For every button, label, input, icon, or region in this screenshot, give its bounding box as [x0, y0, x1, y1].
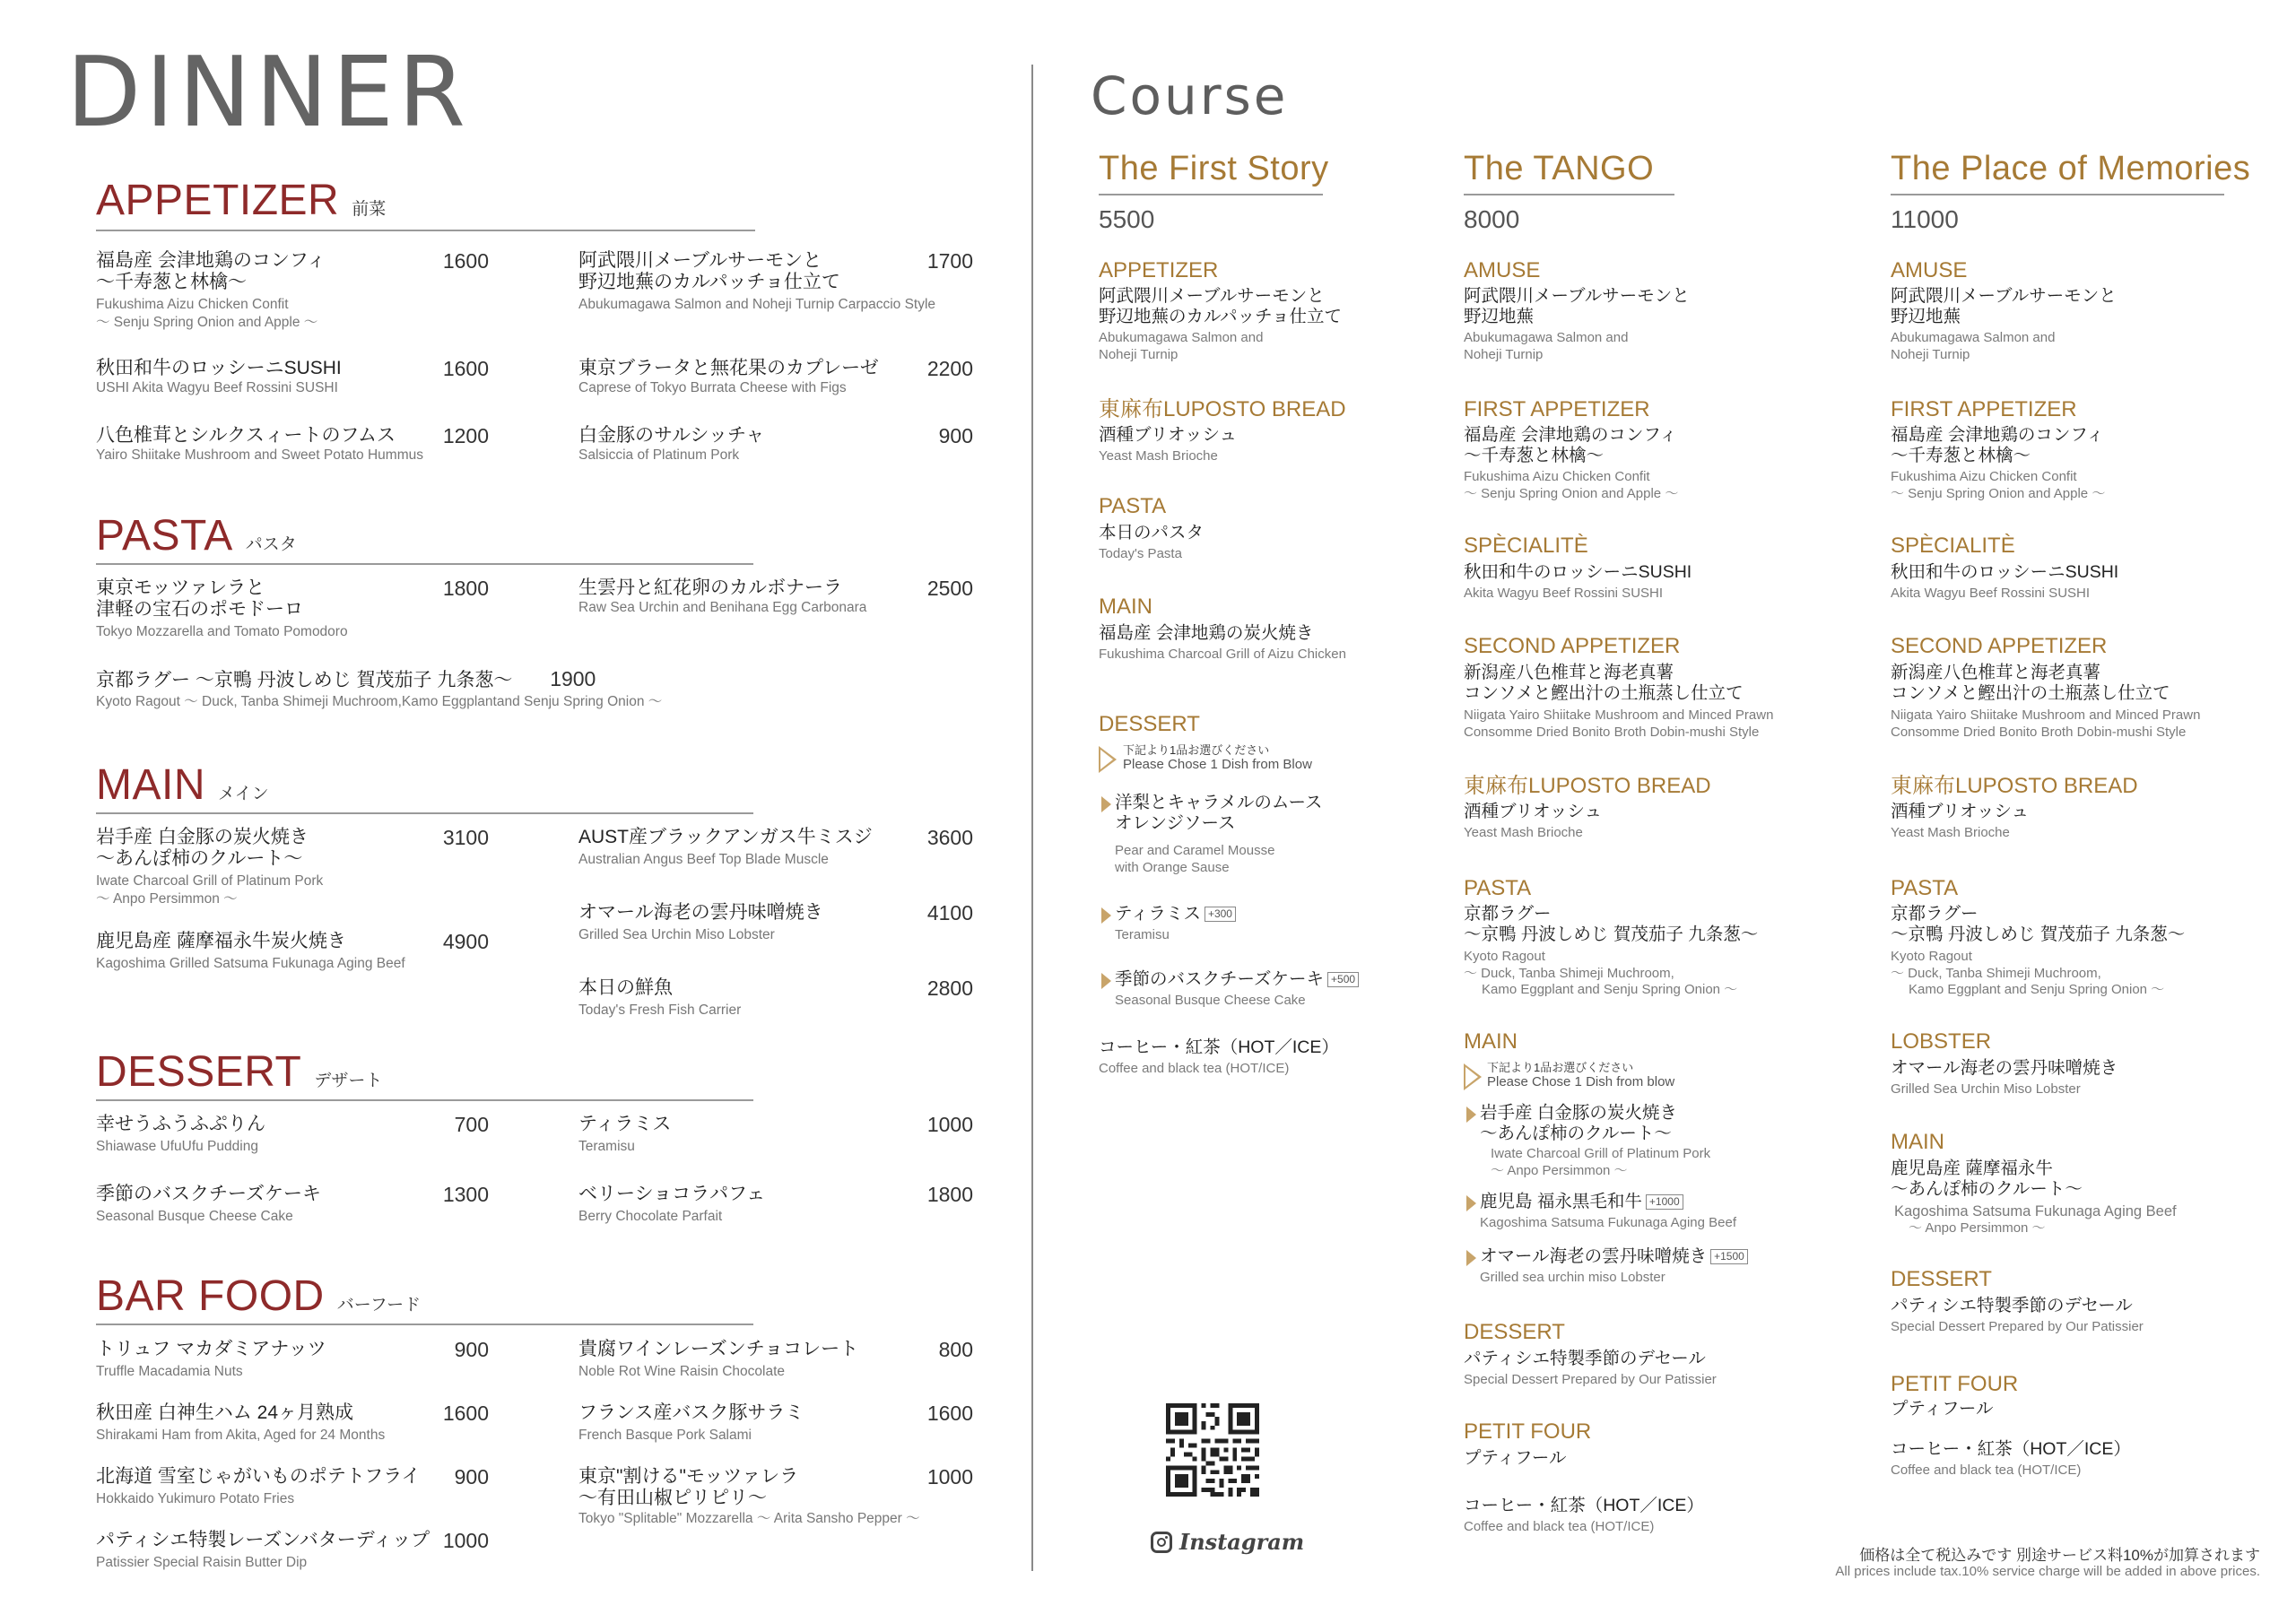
course-section-head: PASTA: [1464, 876, 1532, 900]
course-price: 8000: [1464, 205, 1520, 233]
course-section-head: APPETIZER: [1099, 258, 1219, 282]
course-section-head: DESSERT: [1464, 1320, 1565, 1344]
menu-item: AUST産ブラックアンガス牛ミスジ Australian Angus Beef Top Blade Muscle: [578, 827, 873, 867]
course-section-head: FIRST APPETIZER: [1464, 397, 1650, 421]
course-section-head: 東麻布LUPOSTO BREAD: [1464, 774, 1711, 798]
menu-item: 幸せうふうふぷりん Shiawase UfuUfu Pudding: [96, 1114, 265, 1154]
bullet-triangle-icon: [1466, 1107, 1476, 1123]
item-price: 1600: [926, 1402, 973, 1425]
course-rule: [1099, 194, 1323, 195]
menu-item: 秋田産 白神生ハム 24ヶ月熟成 Shirakami Ham from Akita, Aged for 24 Months: [96, 1402, 386, 1443]
menu-item: 京都ラグー ～京鴨 丹波しめじ 賀茂茄子 九条葱～ 1900 Kyoto Ragout ～ Duck, Tanba Shimeji Muchroom,Kamo Eggplantand Senju Spring Onion ～: [96, 667, 663, 709]
course-price: 11000: [1891, 205, 1959, 233]
section-main-header: [96, 761, 269, 809]
course-price: 5500: [1099, 205, 1155, 233]
item-price: 1900: [550, 667, 596, 690]
section-barfood-header: [96, 1272, 422, 1320]
bullet-triangle-icon: [1101, 796, 1111, 812]
menu-item: フランス産バスク豚サラミ French Basque Pork Salami: [578, 1402, 804, 1443]
menu-item: 北海道 雪室じゃがいものポテトフライ Hokkaido Yukimuro Potato Fries: [96, 1466, 421, 1506]
bullet-triangle-icon: [1101, 907, 1111, 924]
course-section-head: SPÈCIALITÈ: [1464, 534, 1588, 558]
item-price: 1600: [442, 249, 489, 273]
item-price: 900: [454, 1465, 489, 1488]
item-price: 1000: [926, 1465, 973, 1488]
item-price: 1300: [442, 1183, 489, 1206]
menu-item: 季節のバスクチーズケーキ Seasonal Busque Cheese Cake: [96, 1184, 321, 1224]
course-section-head: MAIN: [1099, 595, 1152, 619]
menu-item: ティラミス Teramisu: [578, 1114, 672, 1154]
extra-charge-badge: +300: [1205, 907, 1236, 922]
course-section-head: SECOND APPETIZER: [1464, 634, 1681, 658]
section-title: PASTA: [96, 512, 233, 560]
section-rule: [96, 230, 755, 231]
course-name: The TANGO: [1464, 150, 1655, 187]
course-section-head: LOBSTER: [1891, 1029, 1992, 1054]
course-section-head: 東麻布LUPOSTO BREAD: [1099, 397, 1346, 421]
menu-item: 鹿児島産 薩摩福永牛炭火焼き Kagoshima Grilled Satsuma Fukunaga Aging Beef: [96, 931, 405, 971]
course-section-head: MAIN: [1891, 1130, 1944, 1154]
section-title-jp: パスタ: [245, 535, 297, 554]
item-price: 3600: [926, 826, 973, 849]
course-section-head: AMUSE: [1891, 258, 1968, 282]
extra-charge-badge: +1000: [1646, 1194, 1683, 1210]
column-divider: [1031, 65, 1033, 1571]
extra-charge-badge: +500: [1327, 972, 1359, 987]
item-price: 2500: [926, 577, 973, 600]
bullet-triangle-icon: [1466, 1195, 1476, 1211]
menu-item: 白金豚のサルシッチャ Salsiccia of Platinum Pork: [578, 425, 765, 463]
course-section-head: DESSERT: [1891, 1267, 1992, 1291]
instagram-icon: [1151, 1532, 1172, 1553]
menu-item: 東京"割ける"モッツァレラ ～有田山椒ピリピリ～ Tokyo "Splitable" Mozzarella ～ Arita Sansho Pepper ～: [578, 1466, 920, 1526]
course-rule: [1464, 194, 1674, 195]
tax-note-en: All prices include tax.10% service charge will be added in above prices.: [1835, 1564, 2260, 1579]
menu-item: 東京モッツァレラと 津軽の宝石のポモドーロ Tokyo Mozzarella and Tomato Pomodoro: [96, 577, 348, 639]
menu-item: 福島産 会津地鶏のコンフィ ～千寿葱と林檎～ Fukushima Aizu Chicken Confit ～ Senju Spring Onion and Apple ～: [96, 250, 326, 330]
section-title-jp: メイン: [218, 785, 269, 803]
menu-item: 岩手産 白金豚の炭火焼き ～あんぽ柿のクルート～ Iwate Charcoal Grill of Platinum Pork ～ Anpo Persimmon ～: [96, 827, 324, 907]
course-section-head: AMUSE: [1464, 258, 1541, 282]
item-price: 700: [454, 1113, 489, 1136]
menu-item: 秋田和牛のロッシーニSUSHI USHI Akita Wagyu Beef Rossini SUSHI: [96, 358, 342, 395]
section-dessert-header: [96, 1048, 383, 1096]
course-section-head: SECOND APPETIZER: [1891, 634, 2108, 658]
item-price: 1600: [442, 357, 489, 380]
extra-charge-badge: +1500: [1710, 1249, 1748, 1264]
course-section-head: PETIT FOUR: [1891, 1372, 2019, 1396]
menu-item: 貴腐ワインレーズンチョコレート Noble Rot Wine Raisin Chocolate: [578, 1339, 859, 1379]
section-title: MAIN: [96, 761, 205, 809]
menu-item: 八色椎茸とシルクスィートのフムス Yairo Shiitake Mushroom and Sweet Potato Hummus: [96, 425, 423, 463]
section-rule: [96, 1324, 753, 1325]
section-title: DESSERT: [96, 1048, 302, 1096]
menu-item: 本日の鮮魚 Today's Fresh Fish Carrier: [578, 977, 742, 1018]
section-rule: [96, 1099, 753, 1101]
instagram-link[interactable]: [1151, 1529, 1304, 1555]
section-rule: [96, 812, 753, 814]
menu-item: オマール海老の雲丹味噌焼き Grilled Sea Urchin Miso Lobster: [578, 902, 823, 942]
section-pasta-header: [96, 512, 297, 560]
section-title-jp: 前菜: [352, 200, 387, 219]
menu-item: ベリーショコラパフェ Berry Chocolate Parfait: [578, 1184, 766, 1224]
section-rule: [96, 563, 753, 565]
item-price: 1000: [442, 1529, 489, 1552]
item-price: 800: [938, 1338, 973, 1361]
item-price: 2800: [926, 976, 973, 1000]
section-appetizer-header: [96, 179, 386, 222]
section-title-jp: バーフード: [336, 1296, 422, 1315]
item-price: 4100: [926, 901, 973, 924]
menu-item: トリュフ マカダミアナッツ Truffle Macadamia Nuts: [96, 1339, 326, 1379]
item-price: 4900: [442, 930, 489, 953]
course-section-head: SPÈCIALITÈ: [1891, 534, 2015, 558]
course-rule: [1891, 194, 2224, 195]
bullet-triangle-icon: [1466, 1250, 1476, 1266]
instagram-label: Instagram: [1179, 1529, 1305, 1555]
item-price: 1200: [442, 424, 489, 447]
section-title: APPETIZER: [96, 177, 340, 224]
item-price: 900: [454, 1338, 489, 1361]
choice-triangle-icon: [1099, 746, 1117, 773]
course-section-head: PETIT FOUR: [1464, 1419, 1592, 1444]
course-section-head: PASTA: [1891, 876, 1959, 900]
item-price: 1800: [926, 1183, 973, 1206]
section-title: BAR FOOD: [96, 1272, 325, 1320]
item-price: 1700: [926, 249, 973, 273]
course-section-head: PASTA: [1099, 494, 1167, 518]
item-price: 3100: [442, 826, 489, 849]
section-title-jp: デザート: [314, 1072, 383, 1090]
qr-code-icon[interactable]: [1166, 1403, 1259, 1497]
item-price: 2200: [926, 357, 973, 380]
menu-item: 東京ブラータと無花果のカプレーゼ Caprese of Tokyo Burrata Cheese with Figs: [578, 358, 879, 395]
menu-item: 生雲丹と紅花卵のカルボナーラ Raw Sea Urchin and Benihana Egg Carbonara: [578, 577, 867, 615]
choice-triangle-icon: [1464, 1063, 1482, 1090]
course-section-head: FIRST APPETIZER: [1891, 397, 2077, 421]
course-name: The Place of Memories: [1891, 150, 2251, 187]
course-section-head: MAIN: [1464, 1029, 1518, 1054]
course-section-head: DESSERT: [1099, 712, 1200, 736]
course-name: The First Story: [1099, 150, 1329, 187]
course-section-head: 東麻布LUPOSTO BREAD: [1891, 774, 2138, 798]
tax-note-jp: 価格は全て税込みです 別途サービス料10%が加算されます: [1859, 1547, 2260, 1564]
page-title: DINNER: [66, 37, 470, 149]
menu-item: パティシエ特製レーズンバターディップ Patissier Special Raisin Butter Dip: [96, 1530, 430, 1570]
course-title: Course: [1091, 65, 1289, 126]
item-price: 900: [938, 424, 973, 447]
item-price: 1000: [926, 1113, 973, 1136]
item-price: 1800: [442, 577, 489, 600]
bullet-triangle-icon: [1101, 973, 1111, 989]
item-price: 1600: [442, 1402, 489, 1425]
menu-item: 阿武隈川メーブルサーモンと 野辺地蕪のカルパッチョ仕立て Abukumagawa Salmon and Noheji Turnip Carpaccio Style: [578, 250, 936, 312]
